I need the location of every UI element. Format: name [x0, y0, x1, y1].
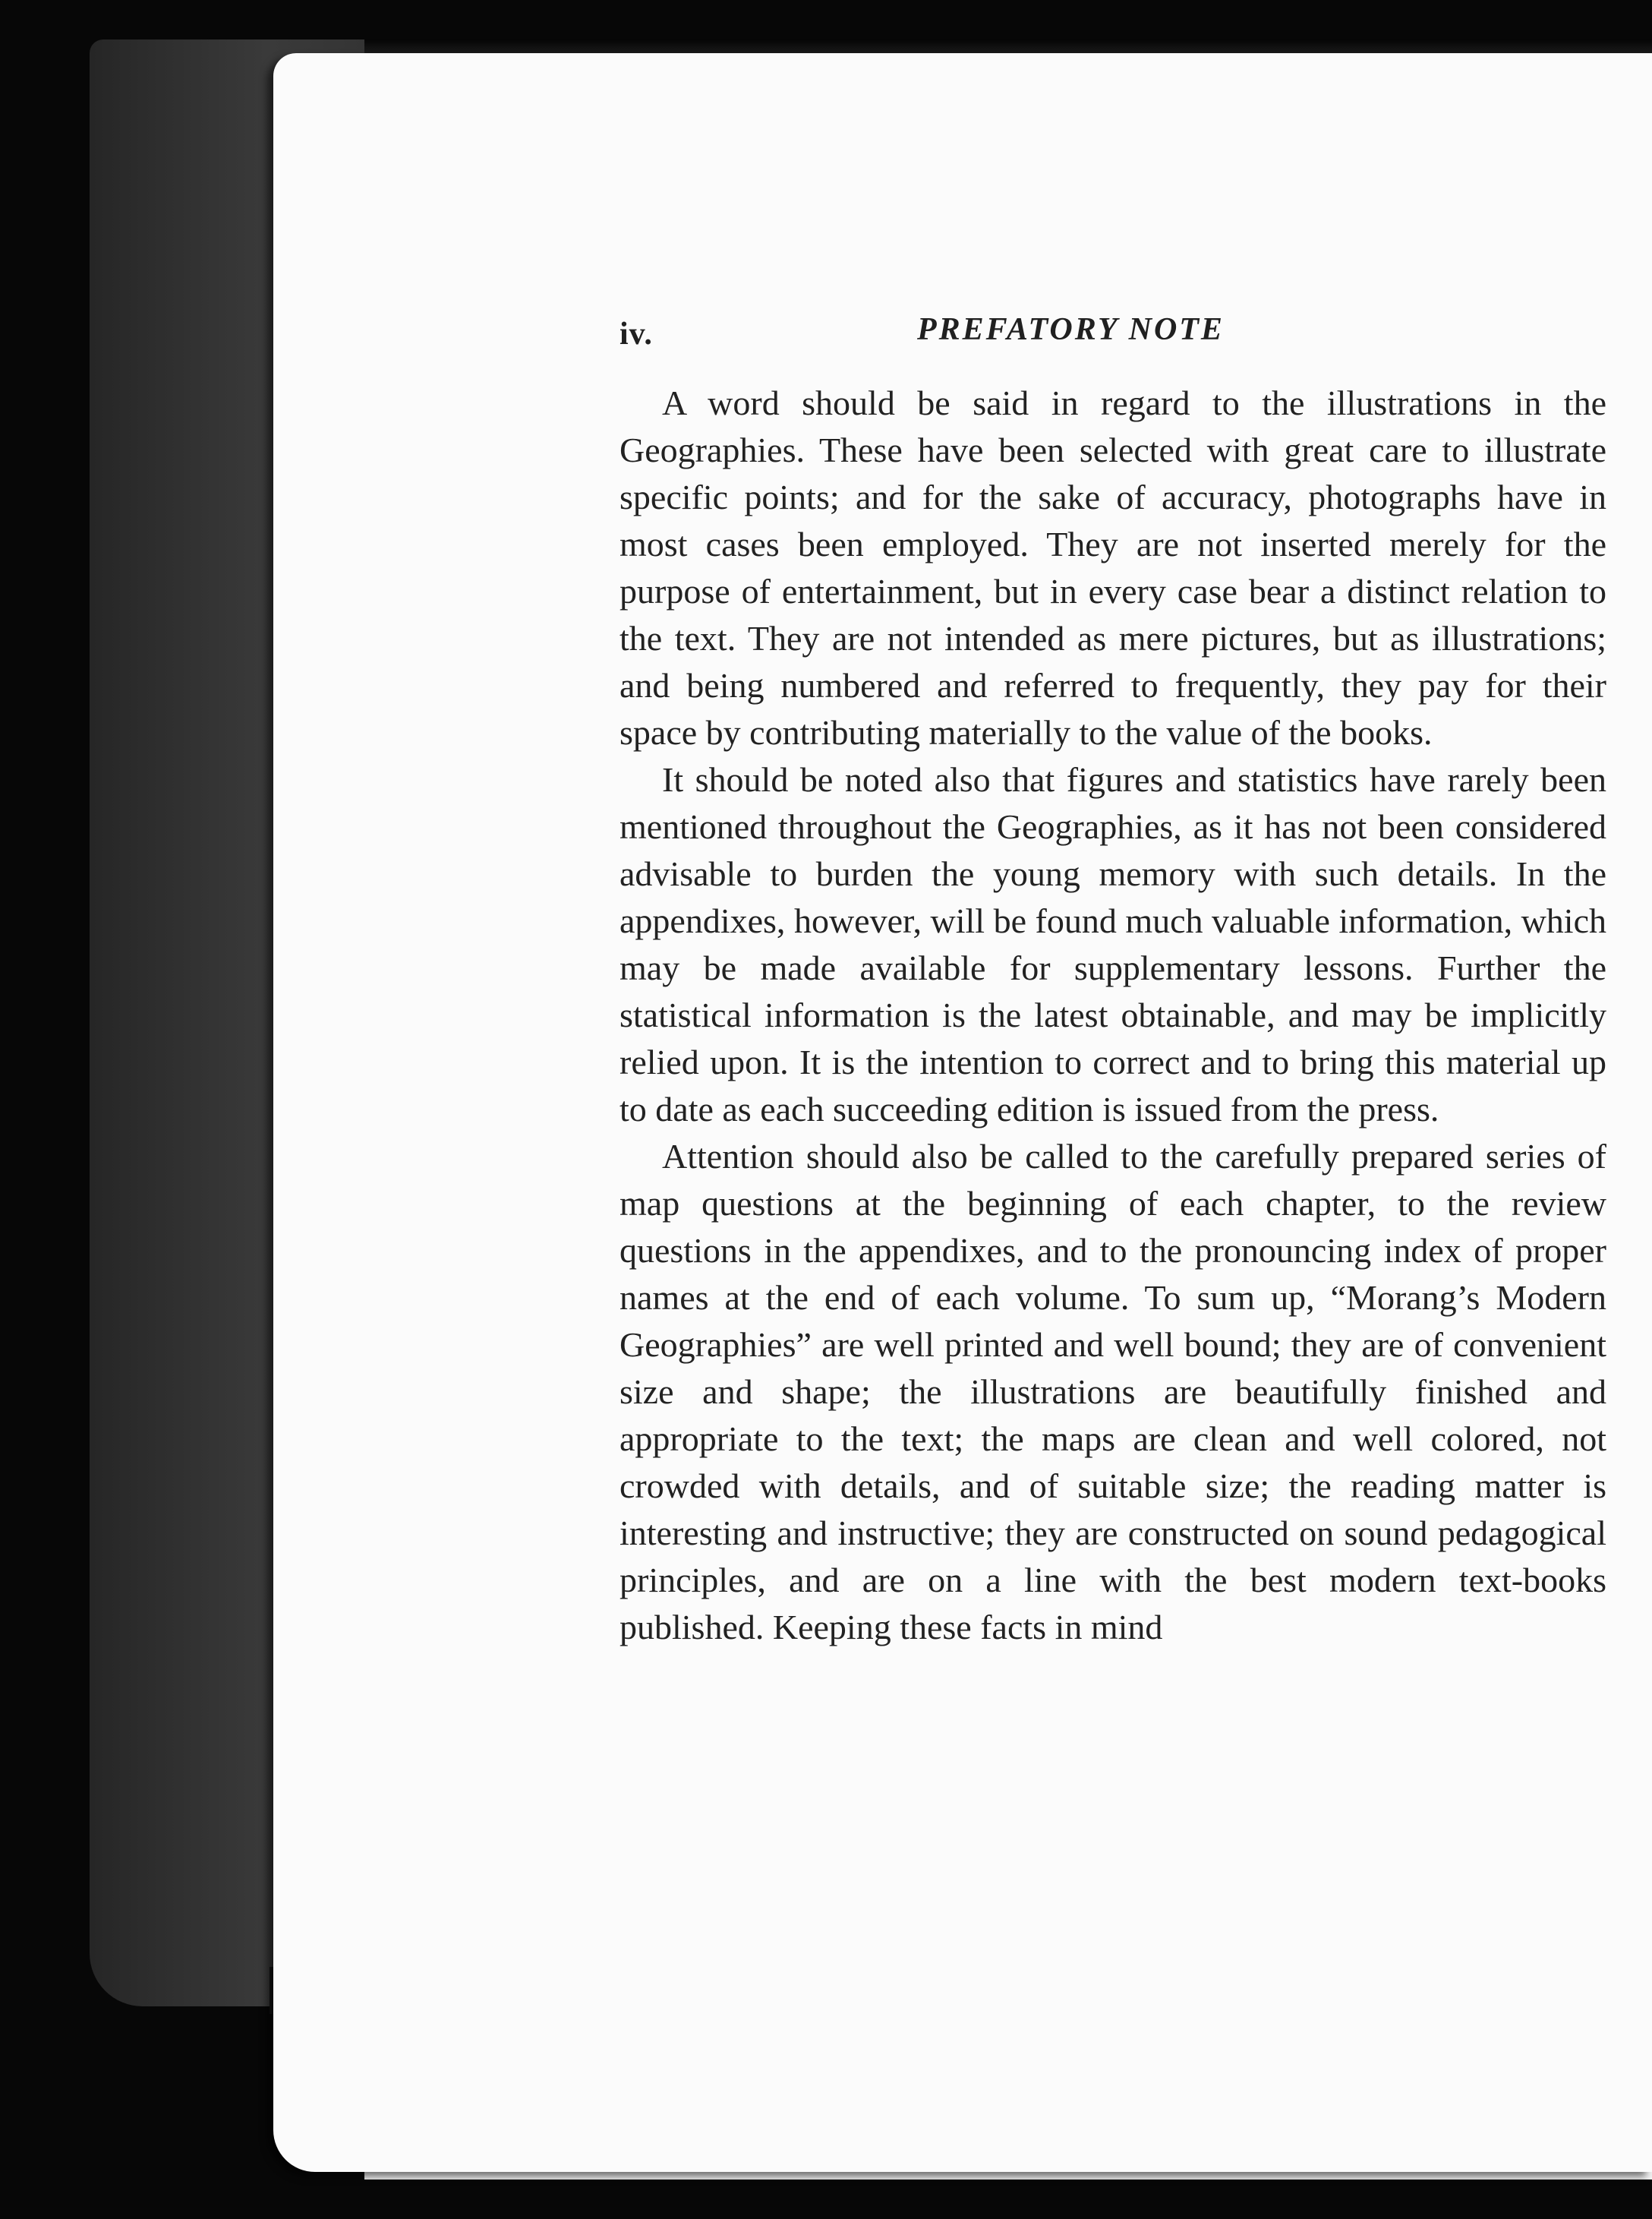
page-number: iv.	[620, 317, 653, 352]
paragraph: A word should be said in regard to the illustrations in the Geographies. These have been selected with great care to illustrate specific points; and for the sake of accuracy, photographs have in most cases been employed. They are not inserted merely for the purpose of entertainment, but in every case bear a distinct relation to the text. They are not intended as mere pictures, but as illustrations; and being numbered and referred to frequently, they pay for their space by contributing materially to the value of the books.	[620, 384, 1606, 752]
page-top-shadow	[364, 39, 1652, 53]
paragraph: It should be noted also that figures and statistics have rarely been mentioned throughout the Geographies, as it has not been considered advisable to burden the young memory with such details. In the appendixes, however, will be found much valuable information, which may be made available for supplementary lessons. Further the statistical information is the latest obtainable, and may be implicitly relied upon. It is the intention to correct and to bring this material up to date as each succeeding edition is issued from the press.	[620, 760, 1606, 1128]
running-head: PREFATORY NOTE	[917, 312, 1225, 347]
body-text	[620, 380, 1606, 1651]
paragraph: Attention should also be called to the carefully prepared series of map questions at the beginning of each chapter, to the review questions in the appendixes, and to the pronouncing index of proper names at the end of each volume. To sum up, “Morang’s Modern Geographies” are well printed and well bound; they are of convenient size and shape; the illustrations are beautifully finished and appropriate to the text; the maps are clean and well colored, not crowded with details, and of suitable size; the reading matter is interesting and instructive; they are constructed on sound pedagogical principles, and are on a line with the best modern text-books published. Keeping these facts in mind	[620, 1137, 1606, 1646]
